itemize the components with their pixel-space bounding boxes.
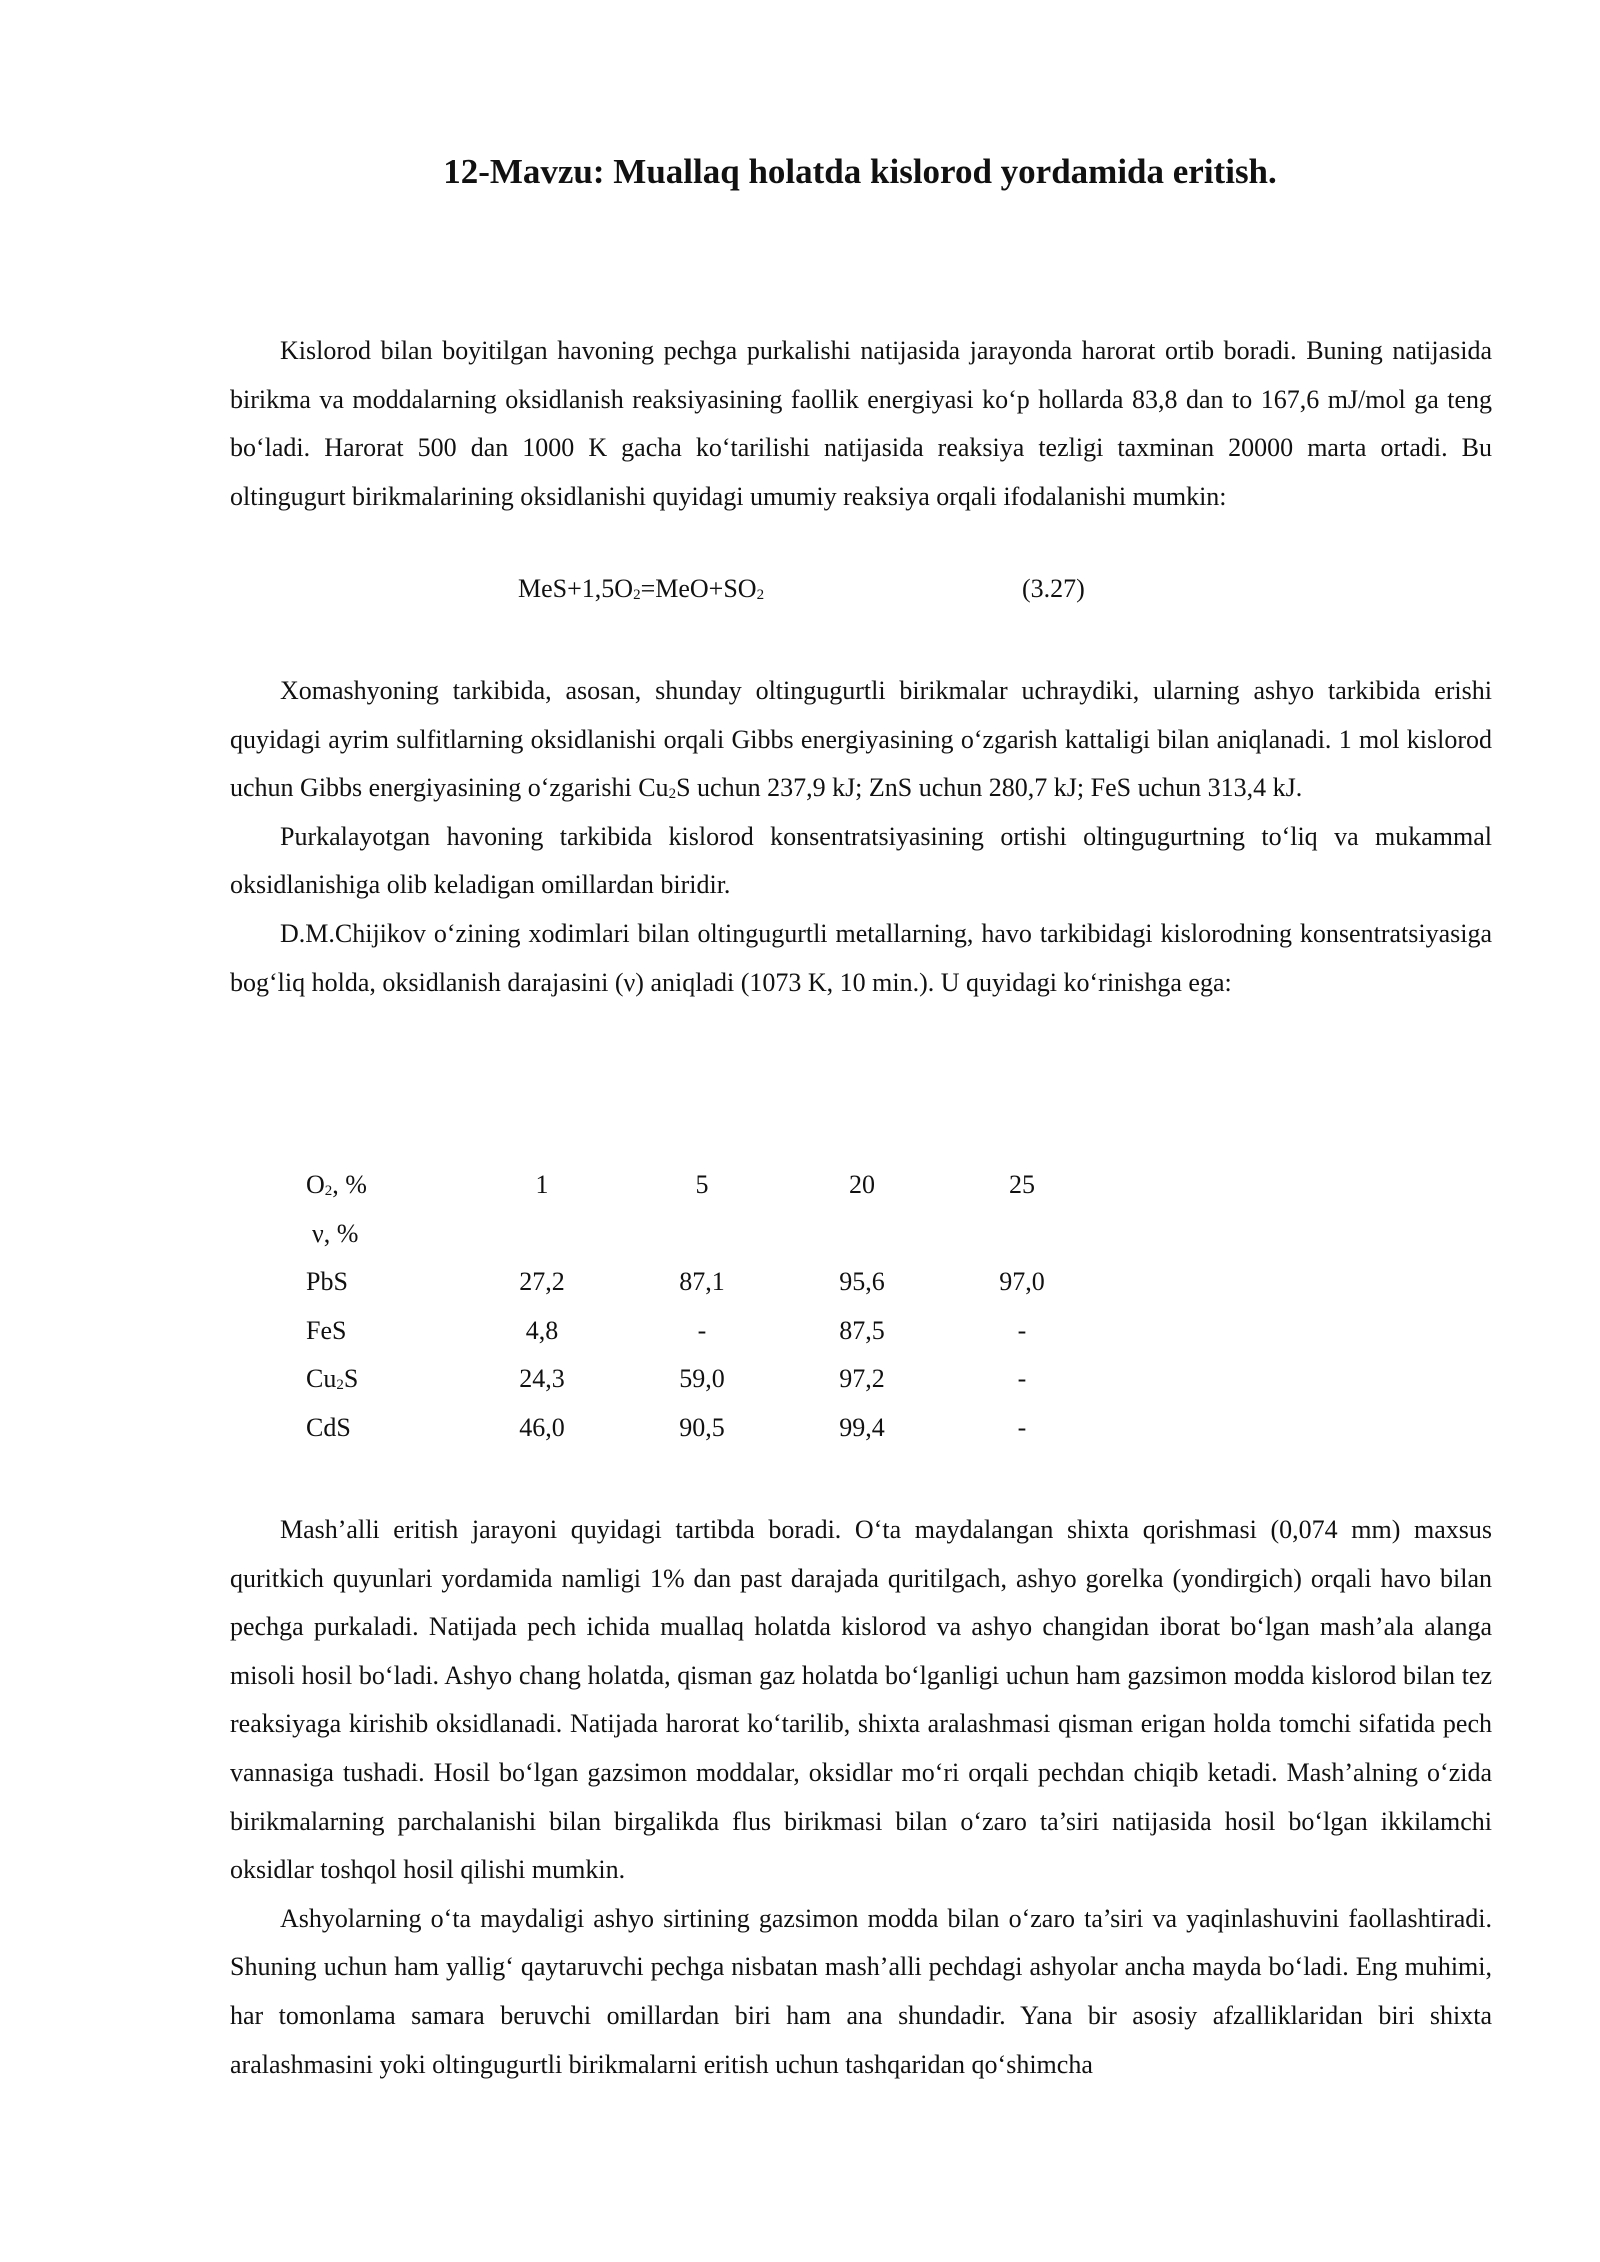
table-cell: 97,2 bbox=[839, 1364, 885, 1394]
table-header-label bbox=[306, 1161, 462, 1210]
table-cell: 27,2 bbox=[519, 1267, 565, 1297]
table-cell: - bbox=[1017, 1315, 1027, 1345]
table-cell: 59,0 bbox=[679, 1364, 725, 1394]
gibbs-subscript: 2 bbox=[668, 786, 677, 803]
table-cell: 24,3 bbox=[519, 1364, 565, 1394]
final-text-block bbox=[230, 1506, 1492, 2089]
table-cell: 97,0 bbox=[999, 1267, 1045, 1297]
paragraph-chijikov: D.M.Chijikov oʻzining xodimlari bilan oltingugurtli metallarning, havo tarkibidagi kislorodning konsentratsiyasiga bogʻliq holda, oksidlanish darajasini (ν) aniqladi (1073 K, 10 min.). U quyidagi koʻrinishga ega: bbox=[230, 918, 1492, 997]
row-label-text: Cu bbox=[306, 1364, 337, 1394]
paragraph-gibbs bbox=[230, 667, 1492, 813]
table-empty-cell bbox=[462, 1210, 622, 1259]
table-row bbox=[306, 1404, 1102, 1453]
table-header-cell: 1 bbox=[535, 1170, 549, 1200]
equation-number: (3.27) bbox=[1022, 574, 1085, 603]
table-row-label bbox=[306, 1307, 462, 1356]
table-row-label bbox=[306, 1355, 462, 1404]
table-cell: - bbox=[1017, 1364, 1027, 1394]
header-label-suffix: , % bbox=[332, 1170, 367, 1200]
reaction-equation bbox=[0, 574, 1600, 618]
table-row bbox=[306, 1307, 1102, 1356]
table-header-cell: 20 bbox=[849, 1170, 875, 1200]
table-header-cell: 25 bbox=[1009, 1170, 1035, 1200]
table-cell: 95,6 bbox=[839, 1267, 885, 1297]
paragraph-intro: Kislorod bilan boyitilgan havoning pechga purkalishi natijasida jarayonda harorat ortib boradi. Buning natijasida birikma va moddalarning oksidlanish reaksiyasining faollik energiyasi koʻp hollarda 83,8 dan to 167,6 mJ/mol ga teng boʻladi. Harorat 500 dan 1000 K gacha koʻtarilishi natijasida reaksiya tezligi taxminan 20000 marta ortadi. Bu oltingugurt birikmalarining oksidlanishi quyidagi umumiy reaksiya orqali ifodalanishi mumkin: bbox=[230, 336, 1492, 511]
paragraph-oxygen-concentration: Purkalayotgan havoning tarkibida kislorod konsentratsiyasining ortishi oltingugurtning toʻliq va mukammal oksidlanishiga olib keladigan omillardan biridir. bbox=[230, 821, 1492, 900]
equation-subscript-2: 2 bbox=[756, 587, 765, 603]
table-row bbox=[306, 1258, 1102, 1307]
table-row-label bbox=[306, 1404, 462, 1453]
paragraph-advantages: Ashyolarning oʻta maydaligi ashyo sirtining gazsimon modda bilan oʻzaro ta’siri va yaqinlashuvini faollashtiradi. Shuning uchun ham yalligʻ qaytaruvchi pechga nisbatan mash’alli pechdagi ashyolar ancha mayda boʻladi. Eng muhimi, har tomonlama samara beruvchi omillardan biri ham ana shundadir. Yana bir asosiy afzalliklaridan biri shixta aralashmasini yoki oltingugurtli birikmalarni eritish uchun tashqaridan qoʻshimcha bbox=[230, 1903, 1492, 2079]
equation-part-1: MeS+1,5O bbox=[518, 574, 634, 603]
paragraph-smelting-process: Mash’alli eritish jarayoni quyidagi tartibda boradi. Oʻta maydalangan shixta qorishmasi (0,074 mm) maxsus quritkich quyunlari yordamida namligi 1% dan past darajada quritilgach, ashyo gorelka (yondirgich) orqali havo bilan pechga purkaladi. Natijada pech ichida muallaq holatda kislorod va ashyo changidan iborat boʻlgan mash’ala alanga misoli hosil boʻladi. Ashyo chang holatda, qisman gaz holatda boʻlganligi uchun ham gazsimon modda kislorod bilan tez reaksiyaga kirishib oksidlanadi. Natijada harorat koʻtarilib, shixta aralashmasi qisman erigan holda tomchi sifatida pech vannasiga tushadi. Hosil boʻlgan gazsimon moddalar, oksidlar moʻri orqali pechdan chiqib ketadi. Mash’alning oʻzida birikmalarning parchalanishi bilan birgalikda flus birikmasi bilan oʻzaro ta’siri natijasida hosil boʻlgan ikkilamchi oksidlar toshqol hosil qilishi mumkin. bbox=[230, 1515, 1492, 1885]
header-label-subscript: 2 bbox=[324, 1183, 333, 1200]
table-cell: 99,4 bbox=[839, 1412, 885, 1442]
table-empty-cell bbox=[782, 1210, 942, 1259]
row-label-text: CdS bbox=[306, 1412, 351, 1442]
table-cell: 46,0 bbox=[519, 1412, 565, 1442]
table-cell: 87,5 bbox=[839, 1315, 885, 1345]
equation-subscript-1: 2 bbox=[633, 587, 641, 603]
table-row-label bbox=[306, 1258, 462, 1307]
gibbs-text-b: S uchun 237,9 kJ; ZnS uchun 280,7 kJ; FeS uchun 313,4 kJ. bbox=[676, 773, 1303, 803]
row-label-text: PbS bbox=[306, 1267, 348, 1297]
table-cell: 4,8 bbox=[525, 1315, 559, 1345]
row-label-text: FeS bbox=[306, 1315, 347, 1345]
document-title: 12-Mavzu: Muallaq holatda kislorod yordamida eritish. bbox=[443, 152, 1277, 191]
equation-formula bbox=[518, 574, 764, 604]
table-header-row bbox=[306, 1161, 1102, 1210]
table-empty-cell bbox=[942, 1210, 1102, 1259]
middle-text-block bbox=[230, 667, 1492, 1007]
gibbs-text-a: Xomashyoning tarkibida, asosan, shunday oltingugurtli birikmalar uchraydiki, ularning ashyo tarkibida erishi quyidagi ayrim sulfitlarning oksidlanishi orqali Gibbs energiyasining oʻzgarish kattaligi bilan aniqlanadi. 1 mol kislorod uchun Gibbs energiyasining oʻzgarishi Cu bbox=[230, 676, 1492, 803]
intro-text-block bbox=[230, 327, 1492, 521]
oxidation-degree-table bbox=[306, 1161, 1102, 1452]
table-cell: 87,1 bbox=[679, 1267, 725, 1297]
table-row bbox=[306, 1355, 1102, 1404]
table-header-cell: 5 bbox=[695, 1170, 709, 1200]
header-label-text: O bbox=[306, 1170, 325, 1200]
equation-part-2: =MeO+SO bbox=[640, 574, 757, 603]
table-cell: - bbox=[1017, 1412, 1027, 1442]
table-cell: 90,5 bbox=[679, 1412, 725, 1442]
table-unit-label: ν, % bbox=[312, 1218, 359, 1248]
row-label-subscript: 2 bbox=[336, 1377, 344, 1394]
table-empty-cell bbox=[622, 1210, 782, 1259]
table-unit-row bbox=[306, 1210, 1102, 1259]
row-label-suffix: S bbox=[343, 1364, 359, 1394]
table-cell: - bbox=[697, 1315, 707, 1345]
